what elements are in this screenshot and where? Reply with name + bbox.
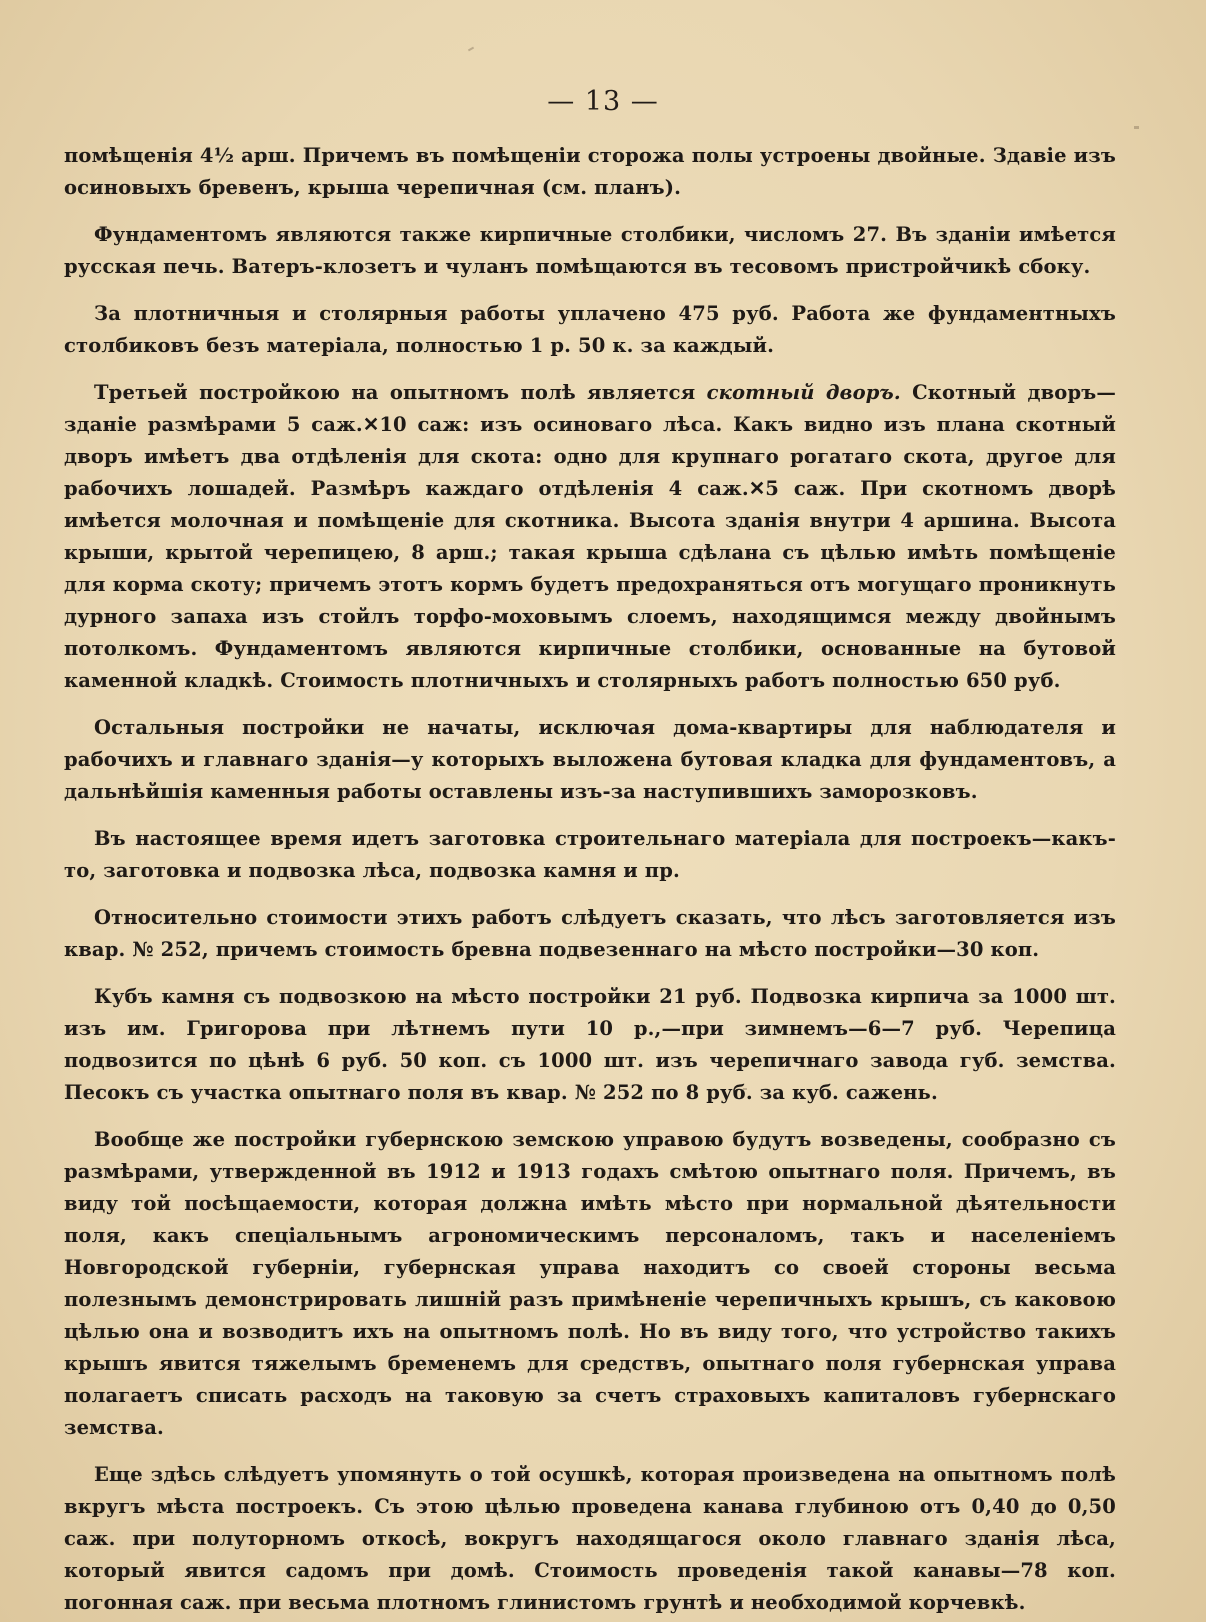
paragraph-material-procurement: Въ настоящее время идетъ заготовка строительнаго матеріала для построекъ—какъ-то, заготовка и подвозка лѣса, подвозка камня и пр.: [64, 827, 1116, 882]
paragraph-drainage-ditch: Еще здѣсь слѣдуетъ упомянуть о той осушкѣ, которая произведена на опытномъ полѣ вкругъ мѣста построекъ. Съ этою цѣлью проведена канава глубиною отъ 0,40 до 0,50 саж. при полуторномъ откосѣ, вокругъ находящагося около главнаго зданія лѣса, который явится садомъ при домѣ. Стоимость проведенія такой канавы—78 коп. погонная саж. при весьма плотномъ глинистомъ грунтѣ и необходимой корчевкѣ.: [64, 1463, 1116, 1614]
paper-speck-mark: [468, 47, 474, 52]
page-number: — 13 —: [547, 86, 659, 117]
cattle-yard-italic-term: скотный дворъ.: [706, 381, 901, 404]
paragraph-tile-roofs-rationale: Вообще же постройки губернскою земскою управою будутъ возведены, сообразно съ размѣрами, утвержденной въ 1912 и 1913 годахъ смѣтою опытнаго поля. Причемъ, въ виду той посѣщаемости, которая должна имѣть мѣсто при нормальной дѣятельности поля, какъ спеціальнымъ агрономическимъ персоналомъ, такъ и населеніемъ Новгородской губерніи, губернская управа находитъ со своей стороны весьма полезнымъ демонстрировать лишній разъ примѣненіе черепичныхъ крышъ, съ каковою цѣлью она и возводитъ ихъ на опытномъ полѣ. Но въ виду того, что устройство такихъ крышъ явится тяжелымъ бременемъ для средствъ, опытнаго поля губернская управа полагаетъ списать расходъ на таковую за счетъ страховыхъ капиталовъ губернскаго земства.: [64, 1128, 1116, 1439]
paragraph-foundation-pillars: Фундаментомъ являются также кирпичные столбики, числомъ 27. Въ зданіи имѣется русская печь. Ватеръ-клозетъ и чуланъ помѣщаются въ тесовомъ пристройчикѣ сбоку.: [64, 223, 1116, 278]
paragraph-other-buildings: Остальныя постройки не начаты, исключая дома-квартиры для наблюдателя и рабочихъ и главнаго зданія—у которыхъ выложена бутовая кладка для фундаментовъ, а дальнѣйшія каменныя работы оставлены изъ-за наступившихъ заморозковъ.: [64, 716, 1116, 803]
paragraph-watchman-room: помѣщенія 4½ арш. Причемъ въ помѣщеніи сторожа полы устроены двойные. Здавіе изъ осиновыхъ бревенъ, крыша черепичная (см. планъ).: [64, 144, 1116, 199]
body-text: [64, 140, 1116, 1622]
cattle-yard-text-after: Скотный дворъ—зданіе размѣрами 5 саж.✕10 саж: изъ осиноваго лѣса. Какъ видно изъ плана скотный дворъ имѣетъ два отдѣленія для скота: одно для крупнаго рогатаго скота, другое для рабочихъ лошадей. Размѣръ каждаго отдѣленія 4 саж.✕5 саж. При скотномъ дворѣ имѣется молочная и помѣщеніе для скотника. Высота зданія внутри 4 аршина. Высота крыши, крытой черепицею, 8 арш.; такая крыша сдѣлана съ цѣлью имѣть помѣщеніе для корма скоту; причемъ этотъ кормъ будетъ предохраняться отъ могущаго проникнуть дурного запаха изъ стойлъ торфо-моховымъ слоемъ, находящимся между двойнымъ потолкомъ. Фундаментомъ являются кирпичные столбики, основанные на бутовой каменной кладкѣ. Стоимость плотничныхъ и столярныхъ работъ полностью 650 руб.: [64, 381, 1116, 692]
paragraph-stone-brick-tile-costs: Кубъ камня съ подвозкою на мѣсто постройки 21 руб. Подвозка кирпича за 1000 шт. изъ им. Григорова при лѣтнемъ пути 10 р.,—при зимнемъ—6—7 руб. Черепица подвозится по цѣнѣ 6 руб. 50 коп. съ 1000 шт. изъ черепичнаго завода губ. земства. Песокъ съ участка опытнаго поля въ квар. № 252 по 8 руб. за куб. сажень.: [64, 985, 1116, 1104]
paragraph-carpentry-payment: За плотничныя и столярныя работы уплачено 475 руб. Работа же фундаментныхъ столбиковъ безъ матеріала, полностью 1 р. 50 к. за каждый.: [64, 302, 1116, 357]
paragraph-cattle-yard: [64, 377, 1116, 697]
cattle-yard-text-before: Третьей постройкою на опытномъ полѣ является: [94, 381, 707, 404]
paper-speck-mark: [1134, 126, 1139, 129]
paragraph-timber-cost: Относительно стоимости этихъ работъ слѣдуетъ сказать, что лѣсъ заготовляется изъ квар. № 252, причемъ стоимость бревна подвезеннаго на мѣсто постройки—30 коп.: [64, 906, 1116, 961]
